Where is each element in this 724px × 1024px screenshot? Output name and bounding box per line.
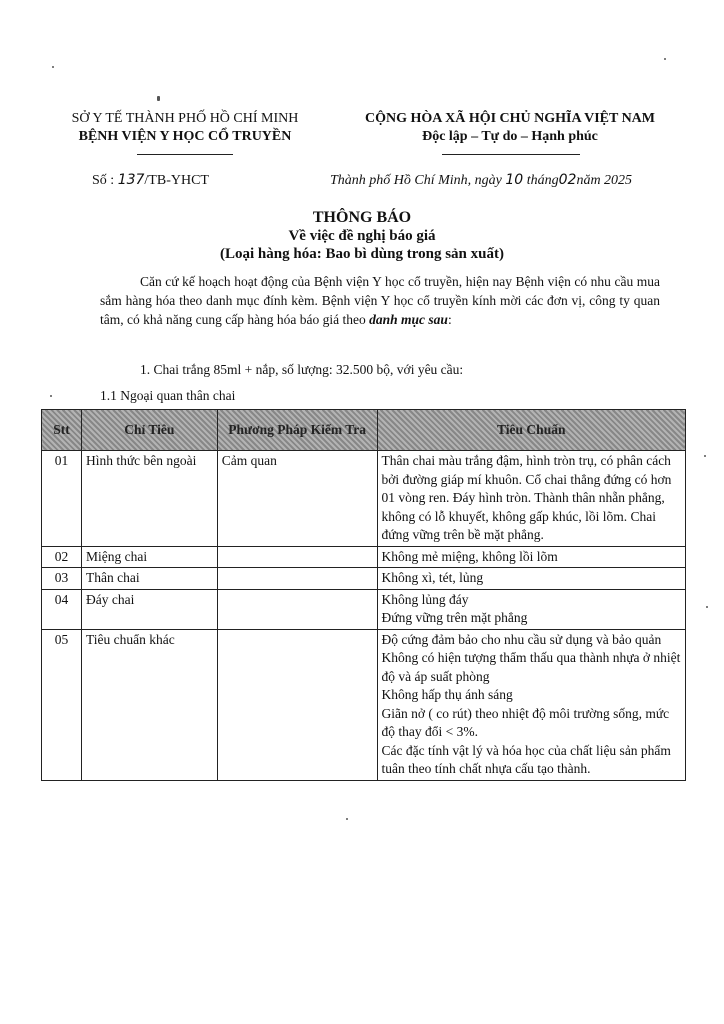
standard-line: Không có hiện tượng thẩm thấu qua thành nhựa ở nhiệt độ và áp suất phòng bbox=[381, 650, 681, 684]
row-standard bbox=[377, 546, 685, 568]
agency-underline bbox=[137, 154, 233, 155]
standard-line: Đứng vững trên mặt phẳng bbox=[381, 610, 528, 625]
ink-mark bbox=[157, 96, 160, 101]
row-stt: 03 bbox=[42, 568, 82, 590]
row-criteria: Đáy chai bbox=[81, 589, 217, 629]
document-number bbox=[92, 172, 209, 189]
table-row bbox=[42, 546, 686, 568]
row-standard bbox=[377, 568, 685, 590]
doc-no-suffix: /TB-YHCT bbox=[144, 173, 209, 188]
table-row bbox=[42, 568, 686, 590]
standard-line: Độ cứng đảm bảo cho nhu cầu sử dụng và bảo quản bbox=[381, 631, 662, 647]
agency-header bbox=[40, 110, 330, 146]
date-prefix: Thành phố Hồ Chí Minh, ngày bbox=[330, 173, 502, 188]
scan-speck bbox=[52, 66, 54, 68]
row-standard bbox=[377, 629, 685, 780]
header-standard: Tiêu Chuẩn bbox=[377, 410, 685, 451]
date-day: 10 bbox=[505, 172, 524, 188]
notice-goods-type: (Loại hàng hóa: Bao bì dùng trong sản xuất) bbox=[220, 246, 504, 262]
row-stt: 02 bbox=[42, 546, 82, 568]
header-method: Phương Pháp Kiểm Tra bbox=[217, 410, 377, 451]
row-stt: 01 bbox=[42, 451, 82, 547]
intro-emphasis: danh mục sau bbox=[369, 312, 448, 327]
standard-line: Không mẻ miệng, không lồi lõm bbox=[381, 548, 558, 564]
item-1-1: 1.1 Ngoại quan thân chai bbox=[100, 388, 236, 403]
national-title: CỘNG HÒA XÃ HỘI CHỦ NGHĨA VIỆT NAM bbox=[364, 111, 655, 126]
row-stt: 05 bbox=[42, 629, 82, 780]
intro-text: Căn cứ kế hoạch hoạt động của Bệnh viện Y học cổ truyền, hiện nay Bệnh viện có nhu cầu mua sắm hàng hóa theo danh mục đính kèm. Bệnh viện Y học cổ truyền kính mời các đơn vị, công ty quan tâm, có khả năng cung cấp hàng hóa báo giá theo bbox=[100, 274, 660, 327]
doc-no-handwritten: 137 bbox=[117, 172, 145, 188]
date-suffix: năm 2025 bbox=[576, 173, 633, 188]
row-criteria: Thân chai bbox=[81, 568, 217, 590]
scan-speck bbox=[50, 395, 52, 397]
row-criteria: Tiêu chuẩn khác bbox=[81, 629, 217, 780]
notice-title: THÔNG BÁO bbox=[312, 209, 412, 226]
row-method bbox=[217, 589, 377, 629]
row-stt: 04 bbox=[42, 589, 82, 629]
standard-line: Không xì, tét, lủng bbox=[381, 570, 484, 585]
header-stt: Stt bbox=[42, 410, 82, 451]
row-method bbox=[217, 568, 377, 590]
row-criteria: Hình thức bên ngoài bbox=[81, 451, 217, 547]
doc-no-prefix: Số : bbox=[92, 173, 115, 188]
row-method bbox=[217, 546, 377, 568]
national-header bbox=[330, 110, 690, 146]
notice-subject: Về việc đề nghị báo giá bbox=[288, 228, 436, 244]
standard-line: Các đặc tính vật lý và hóa học của chất liệu sản phẩm tuân theo tính chất nhựa cấu tạo thành. bbox=[381, 742, 671, 776]
table-header-row bbox=[42, 410, 686, 451]
table-row bbox=[42, 629, 686, 780]
spec-table bbox=[41, 409, 686, 781]
scan-speck bbox=[704, 455, 706, 457]
row-criteria: Miệng chai bbox=[81, 546, 217, 568]
standard-line: Không hấp thụ ánh sáng bbox=[381, 687, 513, 702]
scan-speck bbox=[346, 818, 348, 820]
date-month: 02 bbox=[558, 172, 577, 188]
table-row bbox=[42, 589, 686, 629]
standard-line: Không lủng đáy bbox=[381, 591, 469, 607]
motto-underline bbox=[442, 154, 580, 155]
item-1: 1. Chai trắng 85ml + nắp, số lượng: 32.500 bộ, với yêu cầu: bbox=[140, 362, 464, 377]
agency-parent-name: SỞ Y TẾ THÀNH PHỐ HỒ CHÍ MINH bbox=[71, 111, 299, 126]
header-criteria: Chỉ Tiêu bbox=[81, 410, 217, 451]
standard-line: Giãn nở ( co rút) theo nhiệt độ môi trường sống, mức độ thay đổi < 3%. bbox=[381, 705, 670, 739]
row-standard bbox=[377, 451, 685, 547]
row-method: Cảm quan bbox=[217, 451, 377, 547]
national-motto: Độc lập – Tự do – Hạnh phúc bbox=[422, 129, 598, 144]
table-row bbox=[42, 451, 686, 547]
date-mid: tháng bbox=[526, 173, 559, 188]
scan-speck bbox=[706, 606, 708, 608]
row-method bbox=[217, 629, 377, 780]
row-standard bbox=[377, 589, 685, 629]
scan-speck bbox=[664, 58, 666, 60]
document-date bbox=[330, 172, 632, 189]
standard-line: Thân chai màu trắng đậm, hình tròn trụ, có phân cách bởi đường giáp mí khuôn. Cổ chai thẳng đứng có hơn 01 vòng ren. Đáy hình tròn. Thành thân nhẵn phẳng, không có lỗ khuyết, không gấp khúc, lồi lõm. Chai đứng vững trên bề mặt phẳng. bbox=[381, 453, 672, 542]
intro-end: : bbox=[447, 312, 452, 327]
intro-paragraph bbox=[100, 272, 660, 329]
agency-name: BỆNH VIỆN Y HỌC CỔ TRUYỀN bbox=[78, 129, 292, 144]
